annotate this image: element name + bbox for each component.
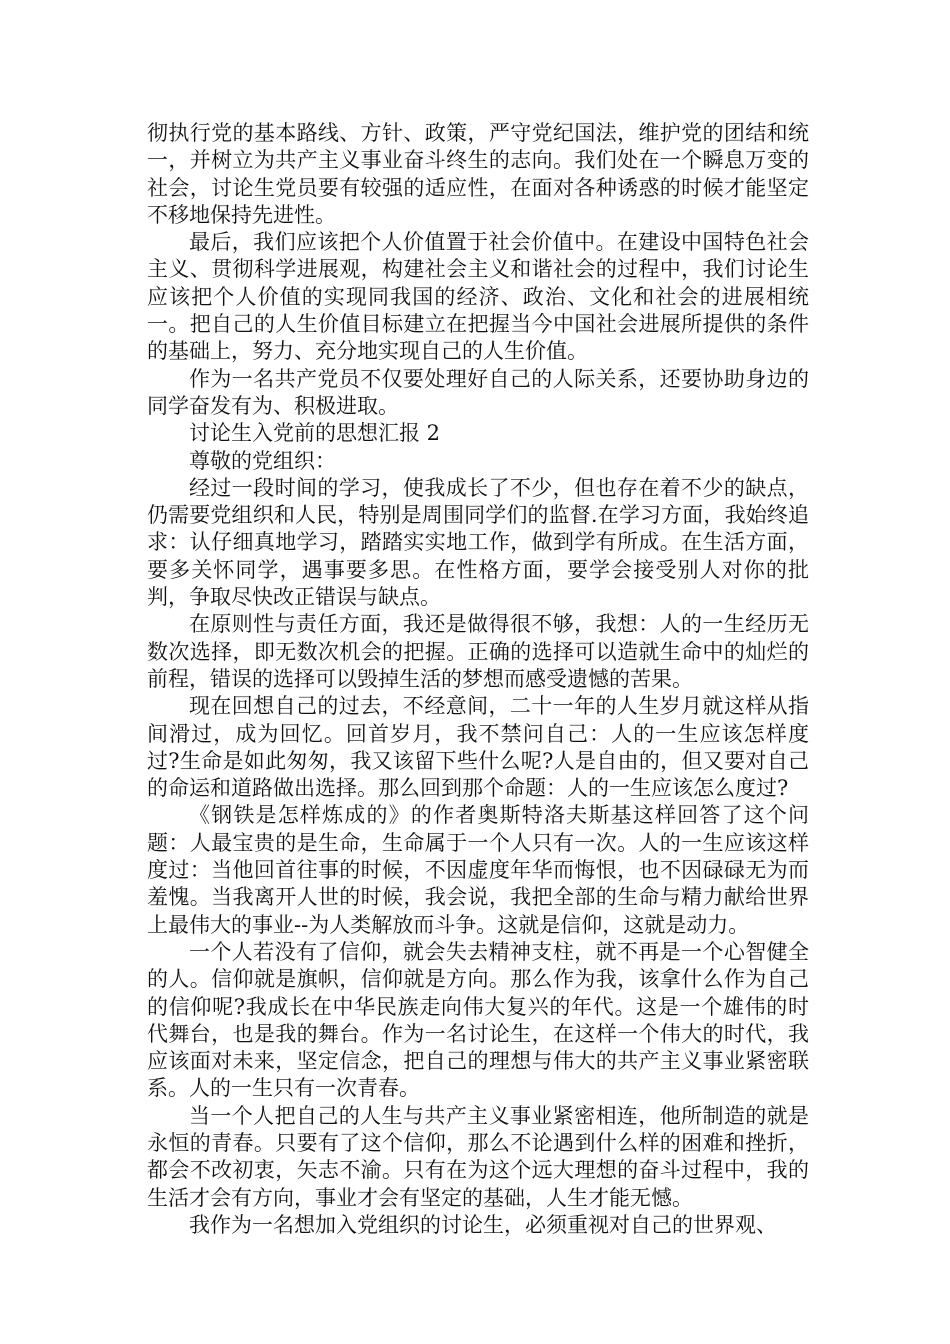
paragraph-8: 现在回想自己的过去，不经意间，二十一年的人生岁月就这样从指间滑过，成为回忆。回首岁月，我不禁问自己：人的一生应该怎样度过?生命是如此匆匆，我又该留下些什么呢?人是自由的，但又要对自己的命运和道路做出选择。那么回到那个命题：人的一生应该怎么度过? (147, 694, 809, 801)
paragraph-9: 《钢铁是怎样炼成的》的作者奥斯特洛夫斯基这样回答了这个问题：人最宝贵的是生命，生命属于一个人只有一次。人的一生应该这样度过：当他回首往事的时候，不因虚度年华而悔恨，也不因碌碌无为而羞愧。当我离开人世的时候，我会说，我把全部的生命与精力献给世界上最伟大的事业--为人类解放而斗争。这就是信仰，这就是动力。 (147, 803, 809, 937)
paragraph-10: 一个人若没有了信仰，就会失去精神支柱，就不再是一个心智健全的人。信仰就是旗帜，信仰就是方向。那么作为我，该拿什么作为自己的信仰呢?我成长在中华民族走向伟大复兴的年代。这是一个雄伟的时代舞台，也是我的舞台。作为一名讨论生，在这样一个伟大的时代，我应该面对未来，坚定信念，把自己的理想与伟大的共产主义事业紧密联系。人的一生只有一次青春。 (147, 939, 809, 1101)
document-page (147, 120, 809, 1239)
paragraph-2: 最后，我们应该把个人价值置于社会价值中。在建设中国特色社会主义、贯彻科学进展观，构建社会主义和谐社会的过程中，我们讨论生应该把个人价值的实现同我国的经济、政治、文化和社会的进展相统一。把自己的人生价值目标建立在把握当今中国社会进展所提供的条件的基础上，努力、充分地实现自己的人生价值。 (147, 230, 809, 364)
section-title: 讨论生入党前的思想汇报 2 (189, 421, 441, 446)
paragraph-12: 我作为一名想加入党组织的讨论生，必须重视对自己的世界观、 (189, 1212, 777, 1237)
paragraph-11: 当一个人把自己的人生与共产主义事业紧密相连，他所制造的就是永恒的青春。只要有了这个信仰，那么不论遇到什么样的困难和挫折，都会不改初衷，矢志不渝。只有在为这个远大理想的奋斗过程中，我的生活才会有方向，事业才会有坚定的基础，人生才能无憾。 (147, 1103, 809, 1210)
paragraph-1: 彻执行党的基本路线、方针、政策，严守党纪国法，维护党的团结和统一，并树立为共产主义事业奋斗终生的志向。我们处在一个瞬息万变的社会，讨论生党员要有较强的适应性，在面对各种诱惑的时候才能坚定不移地保持先进性。 (147, 121, 809, 227)
paragraph-7: 在原则性与责任方面，我还是做得很不够，我想：人的一生经历无数次选择，即无数次机会的把握。正确的选择可以造就生命中的灿烂的前程，错误的选择可以毁掉生活的梦想而感受遗憾的苦果。 (147, 612, 809, 691)
paragraph-3: 作为一名共产党员不仅要处理好自己的人际关系，还要协助身边的同学奋发有为、积极进取。 (147, 366, 809, 418)
paragraph-6: 经过一段时间的学习，使我成长了不少，但也存在着不少的缺点，仍需要党组织和人民，特别是周围同学们的监督.在学习方面，我始终追求：认仔细真地学习，踏踏实实地工作，做到学有所成。在生活方面，要多关怀同学，遇事要多思。在性格方面，要学会接受别人对你的批判，争取尽快改正错误与缺点。 (147, 475, 809, 610)
salutation: 尊敬的党组织： (189, 448, 336, 473)
